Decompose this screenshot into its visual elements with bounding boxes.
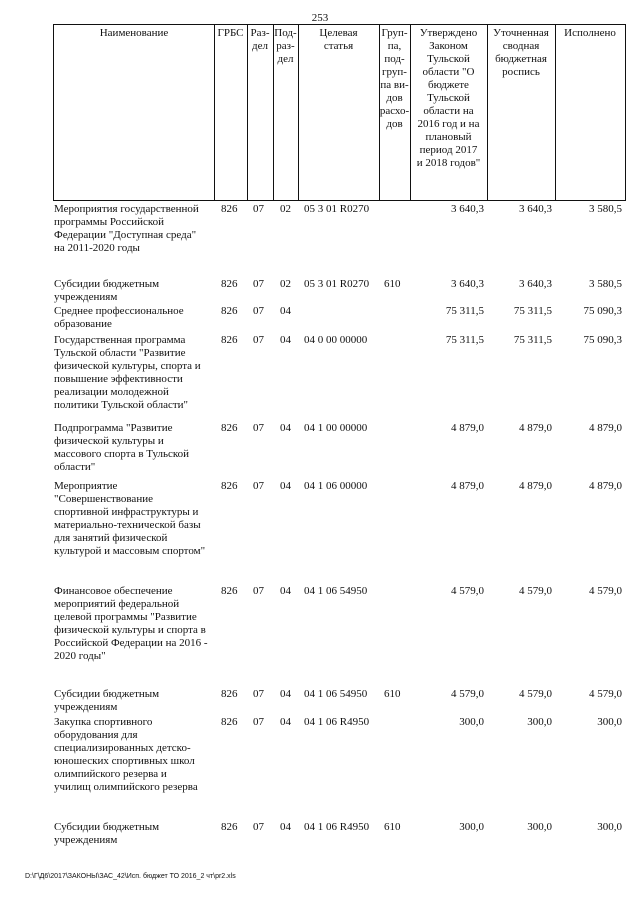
row-grbs: 826 xyxy=(221,585,238,597)
row-approved: 75 311,5 xyxy=(445,305,484,317)
row-executed: 4 579,0 xyxy=(589,585,622,597)
row-name: Мероприятие "Совершенствование спортивной инфраструктуры и материально-технической базы для занятий физической культурой и массовым спортом" xyxy=(54,480,206,557)
row-podrazdel: 04 xyxy=(280,334,291,346)
header-executed: Исполнено xyxy=(564,27,616,39)
header-podrazdel: Под- раз- дел xyxy=(274,27,297,65)
row-approved: 300,0 xyxy=(459,821,484,833)
row-podrazdel: 04 xyxy=(280,688,291,700)
row-razdel: 07 xyxy=(253,305,264,317)
row-name: Государственная программа Тульской области "Развитие физической культуры, спорта и повышение эффективности реализации молодежной политики Тульской области" xyxy=(54,334,201,411)
row-executed: 300,0 xyxy=(597,821,622,833)
row-grbs: 826 xyxy=(221,305,238,317)
row-target: 04 0 00 00000 xyxy=(304,334,368,346)
file-path-footer: D:\Г\Д6\2017\ЗАКОНЫ\ЗАС_42\Исп. бюджет ТО 2016_2 чт\pr2.xls xyxy=(25,873,236,880)
row-grbs: 826 xyxy=(221,334,238,346)
row-grbs: 826 xyxy=(221,688,238,700)
row-name: Закупка спортивного оборудования для специализированных детско- юношеских спортивных школ олимпийского резерва и училищ олимпийского резерва xyxy=(54,716,198,793)
row-executed: 300,0 xyxy=(597,716,622,728)
row-approved: 4 879,0 xyxy=(451,480,484,492)
header-refined: Уточненная сводная бюджетная роспись xyxy=(493,27,549,78)
row-executed: 4 879,0 xyxy=(589,422,622,434)
row-refined: 3 640,3 xyxy=(519,278,552,290)
row-approved: 75 311,5 xyxy=(445,334,484,346)
header-grbs: ГРБС xyxy=(217,27,244,39)
row-target: 05 3 01 R0270 xyxy=(304,278,370,290)
row-approved: 3 640,3 xyxy=(451,278,484,290)
row-podrazdel: 04 xyxy=(280,821,291,833)
row-executed: 3 580,5 xyxy=(589,278,622,290)
row-razdel: 07 xyxy=(253,585,264,597)
row-razdel: 07 xyxy=(253,716,264,728)
row-executed: 3 580,5 xyxy=(589,203,622,215)
table-top-border xyxy=(53,24,626,25)
row-grbs: 826 xyxy=(221,422,238,434)
row-target: 05 3 01 R0270 xyxy=(304,203,370,215)
row-refined: 75 311,5 xyxy=(513,305,552,317)
row-group: 610 xyxy=(384,821,401,833)
row-grbs: 826 xyxy=(221,203,238,215)
row-group: 610 xyxy=(384,278,401,290)
row-name: Субсидии бюджетным учреждениям xyxy=(54,688,160,713)
row-razdel: 07 xyxy=(253,422,264,434)
header-name: Наименование xyxy=(99,27,169,39)
row-target: 04 1 06 54950 xyxy=(304,688,368,700)
page-number: 253 xyxy=(311,12,329,24)
col-divider xyxy=(625,24,626,201)
row-approved: 4 579,0 xyxy=(451,585,484,597)
row-refined: 3 640,3 xyxy=(519,203,552,215)
row-name: Подпрограмма "Развитие физической культуры и массового спорта в Тульской области" xyxy=(54,422,190,473)
col-divider xyxy=(53,24,54,201)
row-razdel: 07 xyxy=(253,821,264,833)
col-divider xyxy=(555,24,556,201)
row-razdel: 07 xyxy=(253,334,264,346)
header-approved: Утверждено Законом Тульской области "О бюджете Тульской области на 2016 год и на плановый период 2017 и 2018 годов" xyxy=(416,27,481,169)
row-approved: 4 879,0 xyxy=(451,422,484,434)
row-podrazdel: 04 xyxy=(280,422,291,434)
row-executed: 4 879,0 xyxy=(589,480,622,492)
header-group: Груп- па, под- груп- па ви- дов расхо- дов xyxy=(379,27,410,130)
row-approved: 3 640,3 xyxy=(451,203,484,215)
row-grbs: 826 xyxy=(221,480,238,492)
row-podrazdel: 04 xyxy=(280,480,291,492)
row-podrazdel: 02 xyxy=(280,278,291,290)
row-grbs: 826 xyxy=(221,716,238,728)
row-name: Финансовое обеспечение мероприятий федеральной целевой программы "Развитие физической культуры и спорта в Российской Федерации на 2016 - 2020 годы" xyxy=(54,585,208,662)
row-refined: 4 879,0 xyxy=(519,422,552,434)
row-approved: 300,0 xyxy=(459,716,484,728)
col-divider xyxy=(214,24,215,201)
row-executed: 4 579,0 xyxy=(589,688,622,700)
header-bottom-border xyxy=(53,200,626,201)
row-refined: 75 311,5 xyxy=(513,334,552,346)
row-grbs: 826 xyxy=(221,821,238,833)
row-refined: 300,0 xyxy=(527,716,552,728)
row-razdel: 07 xyxy=(253,278,264,290)
row-target: 04 1 06 R4950 xyxy=(304,821,370,833)
row-grbs: 826 xyxy=(221,278,238,290)
row-approved: 4 579,0 xyxy=(451,688,484,700)
row-executed: 75 090,3 xyxy=(583,305,622,317)
row-podrazdel: 02 xyxy=(280,203,291,215)
row-razdel: 07 xyxy=(253,480,264,492)
row-name: Среднее профессиональное образование xyxy=(54,305,184,330)
row-podrazdel: 04 xyxy=(280,305,291,317)
row-name: Субсидии бюджетным учреждениям xyxy=(54,821,160,846)
row-razdel: 07 xyxy=(253,688,264,700)
row-refined: 4 579,0 xyxy=(519,688,552,700)
row-target: 04 1 06 R4950 xyxy=(304,716,370,728)
header-target: Целевая статья xyxy=(319,27,358,52)
row-razdel: 07 xyxy=(253,203,264,215)
row-podrazdel: 04 xyxy=(280,716,291,728)
row-executed: 75 090,3 xyxy=(583,334,622,346)
row-target: 04 1 06 54950 xyxy=(304,585,368,597)
row-refined: 4 579,0 xyxy=(519,585,552,597)
row-name: Субсидии бюджетным учреждениям xyxy=(54,278,160,303)
row-refined: 300,0 xyxy=(527,821,552,833)
row-target: 04 1 00 00000 xyxy=(304,422,368,434)
row-refined: 4 879,0 xyxy=(519,480,552,492)
row-target: 04 1 06 00000 xyxy=(304,480,368,492)
row-group: 610 xyxy=(384,688,401,700)
header-razdel: Раз- дел xyxy=(250,27,270,52)
row-podrazdel: 04 xyxy=(280,585,291,597)
row-name: Мероприятия государственной программы Российской Федерации "Доступная среда" на 2011-2020 годы xyxy=(54,203,199,254)
